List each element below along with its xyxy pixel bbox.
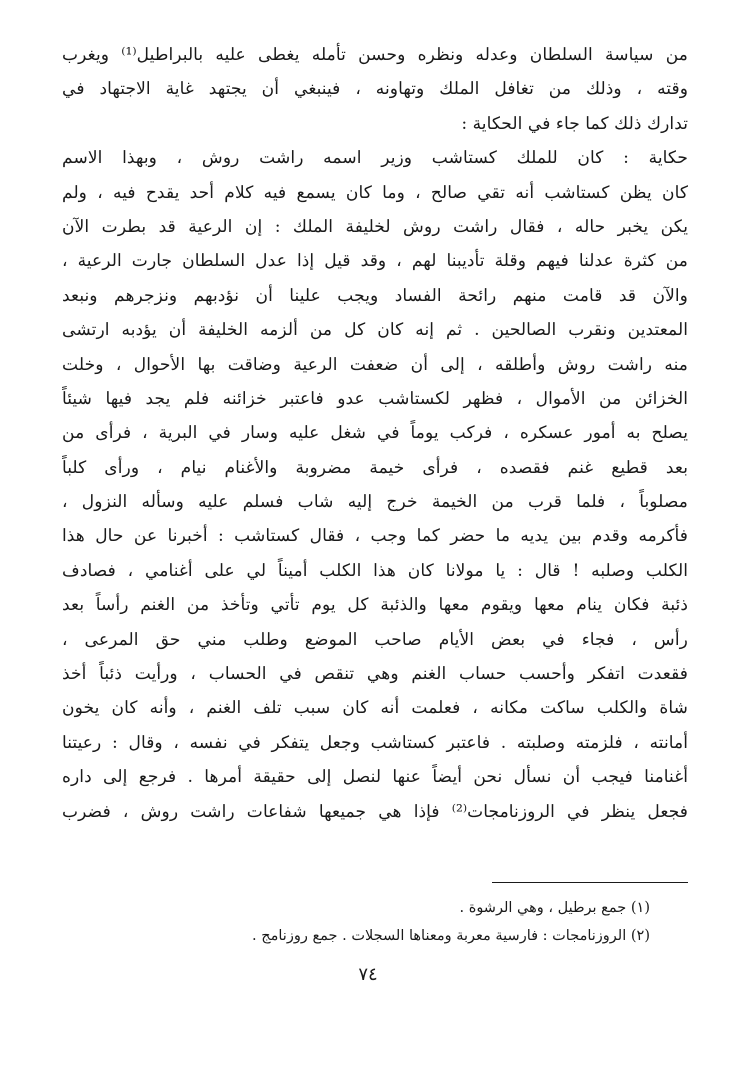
text-line: وقته ، وذلك من تغافل الملك وتهاونه ، فينبغي أن يجتهد غاية الاجتهاد في <box>62 79 688 100</box>
text-line: ذئبة فكان ينام معها ويقوم معها والذئبة كل يوم تأتي وتأخذ من الغنم رأساً بعد <box>62 595 688 616</box>
text-line: أغنامنا فيجب أن نسأل نحن أيضاً عنها لنصل إلى حقيقة أمرها . فرجع إلى داره <box>62 767 688 788</box>
text-line: فقعدت اتفكر وأحسب حساب الغنم وهي تنقص في الحساب ، ورأيت ذئباً أخذ <box>62 664 688 685</box>
text-line: فأكرمه وقدم بين يديه ما حضر كما وجب ، فقال كستاشب : أخبرنا عن حال هذا <box>62 526 688 547</box>
text-line: بعد قطيع غنم فقصده ، فرأى خيمة مضروبة والأغنام نيام ، ورأى كلباً <box>62 457 688 478</box>
text-line: الكلب وصلبه ! قال : يا مولانا كان هذا الكلب أميناً لي على أغنامي ، فصادف <box>62 560 688 581</box>
text-line: يكن يخبر حاله ، فقال راشت روش لخليفة الملك : إن الرعية قد بطرت الآن <box>62 216 688 237</box>
text-line: والآن قد قامت منهم رائحة الفساد ويجب علينا أن نؤدبهم ونزجرهم ونبعد <box>62 285 688 306</box>
text-line: رأس ، فجاء في بعض الأيام صاحب الموضع وطلب مني حق المرعى ، <box>62 629 688 650</box>
footnote: (١) جمع برطيل ، وهي الرشوة . <box>459 900 650 916</box>
footnote-divider <box>492 882 688 883</box>
text-line: من كثرة عدلنا فيهم وقلة تأديبنا لهم ، وقد قيل إذا عدل السلطان جارت الرعية ، <box>62 251 688 272</box>
text-line: الخزائن من الأموال ، فظهر لكستاشب عدو فاعتبر خزائنه فلم يجد فيها شيئاً <box>62 388 688 409</box>
text-line: كان يظن كستاشب أنه تقي صالح ، وما كان يسمع فيه كلام أحد يقدح فيه ، ولم <box>62 182 688 203</box>
footnotes <box>62 894 688 950</box>
text-line: شاة والكلب ساكت مكانه ، فعلمت أنه كان سبب تلف الغنم ، وأنه كان يخون <box>62 698 688 719</box>
text-line: يصلح به أمور عسكره ، فركب يوماً في شغل عليه وسار في البرية ، فرأى من <box>62 423 688 444</box>
text-line: مصلوباً ، فلما قرب من الخيمة خرج إليه شاب فسلم عليه وسأله النزول ، <box>62 492 688 513</box>
text-line: من سياسة السلطان وعدله ونظره وحسن تأمله يغطى عليه بالبراطيل⁽¹⁾ ويغرب <box>62 45 688 65</box>
text-line: أمانته ، فلزمته وصلبته . فاعتبر كستاشب وجعل يتفكر في نفسه ، وقال : رعيتنا <box>62 732 688 753</box>
text-line: فجعل ينظر في الروزنامجات⁽²⁾ فإذا هي جميعها شفاعات راشت روش ، فضرب <box>62 801 688 822</box>
footnote: (٢) الروزنامجات : فارسية معربة ومعناها السجلات . جمع روزنامج . <box>252 928 650 944</box>
text-line: تدارك ذلك كما جاء في الحكاية : <box>461 113 688 134</box>
text-line: منه راشت روش وأطلقه ، إلى أن ضعفت الرعية وضاقت بها الأحوال ، وخلت <box>62 354 688 375</box>
page-number: ٧٤ <box>358 964 378 985</box>
text-line: حكاية : كان للملك كستاشب وزير اسمه راشت روش ، وبهذا الاسم <box>62 148 688 169</box>
text-line: المعتدين ونقرب الصالحين . ثم إنه كان كل من ألزمه الخليفة أن يؤدبه ارتشى <box>62 320 688 341</box>
main-text <box>62 38 688 829</box>
